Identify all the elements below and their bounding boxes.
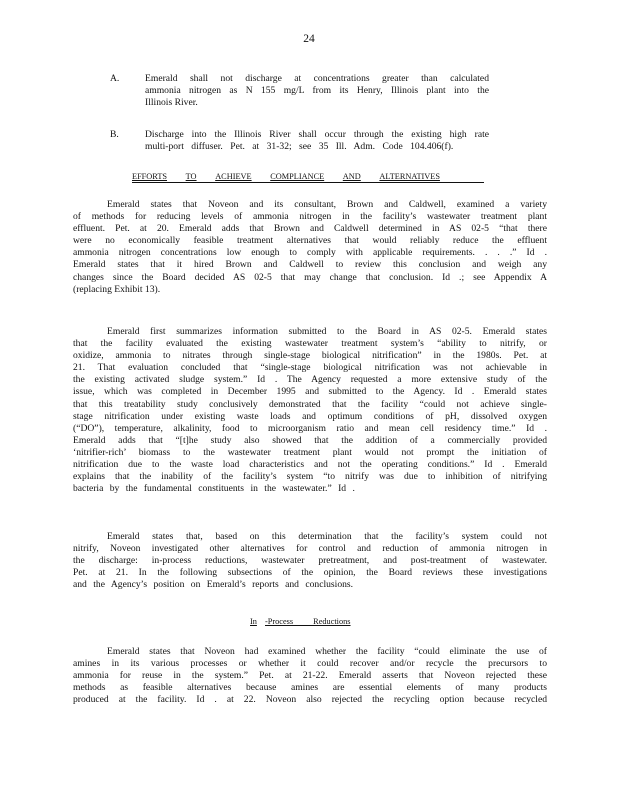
text-line: Pet. at 21. In the following subsections of the opinion, the Board reviews these investigations (73, 567, 547, 579)
text-line: Emerald adds that “[t]he study also showed that the addition of a commercially provided (73, 434, 547, 446)
text-line: amines in its various processes or whether it could recover and/or recycle the precursors to (73, 658, 547, 670)
heading-word: COMPLIANCE (270, 172, 325, 181)
text-line: ammonia nitrogen as N 155 mg/L from its Henry, Illinois plant into the (145, 85, 489, 97)
text-line: effluent. Pet. at 20. Emerald adds that Brown and Caldwell determined in AS 02-5 “that there (73, 223, 547, 235)
heading-word: -Process Reductions (265, 617, 351, 626)
text-line: explains that the inability of the facility’s system “to nitrify was due to inhibition of nitrifying (73, 471, 547, 483)
text-line: that this treatability study conclusively demonstrated that the facility “could not achieve single- (73, 398, 547, 410)
text-line: Emerald states that Noveon and its consultant, Brown and Caldwell, examined a variety (107, 199, 547, 210)
paragraph (73, 646, 547, 706)
text-line: ‘nitrifier-rich’ biomass to the wastewater treatment plant would not prompt the initiation of (73, 446, 547, 458)
paragraph (73, 531, 547, 591)
heading-word: ALTERNATIVES (379, 172, 440, 181)
heading-underline (132, 182, 484, 183)
list-item-text (145, 73, 489, 109)
section-heading (132, 172, 440, 181)
list-item-text (145, 129, 489, 153)
list-item-label: A. (110, 73, 120, 84)
text-line: (replacing Exhibit 13). (73, 283, 161, 295)
text-line: ammonia nitrogen concentrations low enough to comply with applicable requirements. . . .” Id . (73, 247, 547, 259)
text-line: Emerald first summarizes information submitted to the Board in AS 02-5. Emerald states (107, 326, 547, 337)
text-line: the discharge: in-process reductions, wastewater pretreatment, and post-treatment of wastewater. (73, 555, 547, 567)
text-line: bacteria by the fundamental constituents in the wastewater.” Id . (73, 483, 355, 495)
text-line: Emerald shall not discharge at concentrations greater than calculated (145, 73, 489, 84)
page-number: 24 (303, 33, 315, 45)
text-line: nitrification due to the waste load characteristics and not the operating conditions.” Id . Emerald (73, 459, 547, 471)
text-line: multi-port diffuser. Pet. at 31-32; see 35 Ill. Adm. Code 104.406(f). (145, 141, 454, 153)
text-line: Emerald states that Noveon had examined whether the facility “could eliminate the use of (107, 646, 547, 657)
text-line: Illinois River. (145, 97, 198, 109)
subsection-heading (250, 617, 351, 626)
text-line: stage nitrification under existing waste loads and optimum conditions of pH, dissolved oxygen (73, 410, 547, 422)
heading-word: AND (342, 172, 361, 181)
text-line: were no economically feasible treatment alternatives that would reliably reduce the effluent (73, 235, 547, 247)
text-line: of methods for reducing levels of ammonia nitrogen in the facility’s wastewater treatment plant (73, 211, 547, 223)
heading-word: TO (185, 172, 197, 181)
text-line: 21. That evaluation concluded that “single-stage biological nitrification was not achievable in (73, 362, 547, 374)
heading-word: ACHIEVE (215, 172, 252, 181)
text-line: changes since the Board decided AS 02-5 that may change that conclusion. Id .; see Appendix A (73, 271, 547, 283)
text-line: oxidize, ammonia to nitrates through single-stage biological nitrification” in the 1980s. Pet. at (73, 350, 547, 362)
text-line: Emerald states that, based on this determination that the facility’s system could not (107, 531, 547, 542)
text-line: the existing activated sludge system.” Id . The Agency requested a more extensive study of the (73, 374, 547, 386)
text-line: Emerald states that it hired Brown and Caldwell to review this conclusion and weigh any (73, 259, 547, 271)
text-line: nitrify, Noveon investigated other alternatives for control and reduction of ammonia nitrogen in (73, 543, 547, 555)
text-line: Discharge into the Illinois River shall occur through the existing high rate (145, 129, 489, 140)
text-line: ammonia for reuse in the system.” Pet. at 21-22. Emerald asserts that Noveon rejected these (73, 670, 547, 682)
text-line: (“DO”), temperature, alkalinity, food to microorganism ratio and mean cell residency time.” Id . (73, 422, 547, 434)
heading-word: EFFORTS (132, 172, 168, 181)
paragraph (73, 199, 547, 296)
text-line: methods as feasible alternatives because amines are essential elements of many products (73, 682, 547, 694)
paragraph (73, 326, 547, 495)
text-line: that the facility evaluated the existing wastewater treatment system’s “ability to nitrify, or (73, 338, 547, 350)
text-line: issue, which was completed in December 1995 and submitted to the Agency. Id . Emerald states (73, 386, 547, 398)
list-item-label: B. (110, 129, 119, 140)
text-line: produced at the facility. Id . at 22. Noveon also rejected the recycling option because recycled (73, 694, 547, 706)
text-line: and the Agency’s position on Emerald’s reports and conclusions. (73, 579, 354, 591)
heading-word: In (250, 617, 257, 626)
